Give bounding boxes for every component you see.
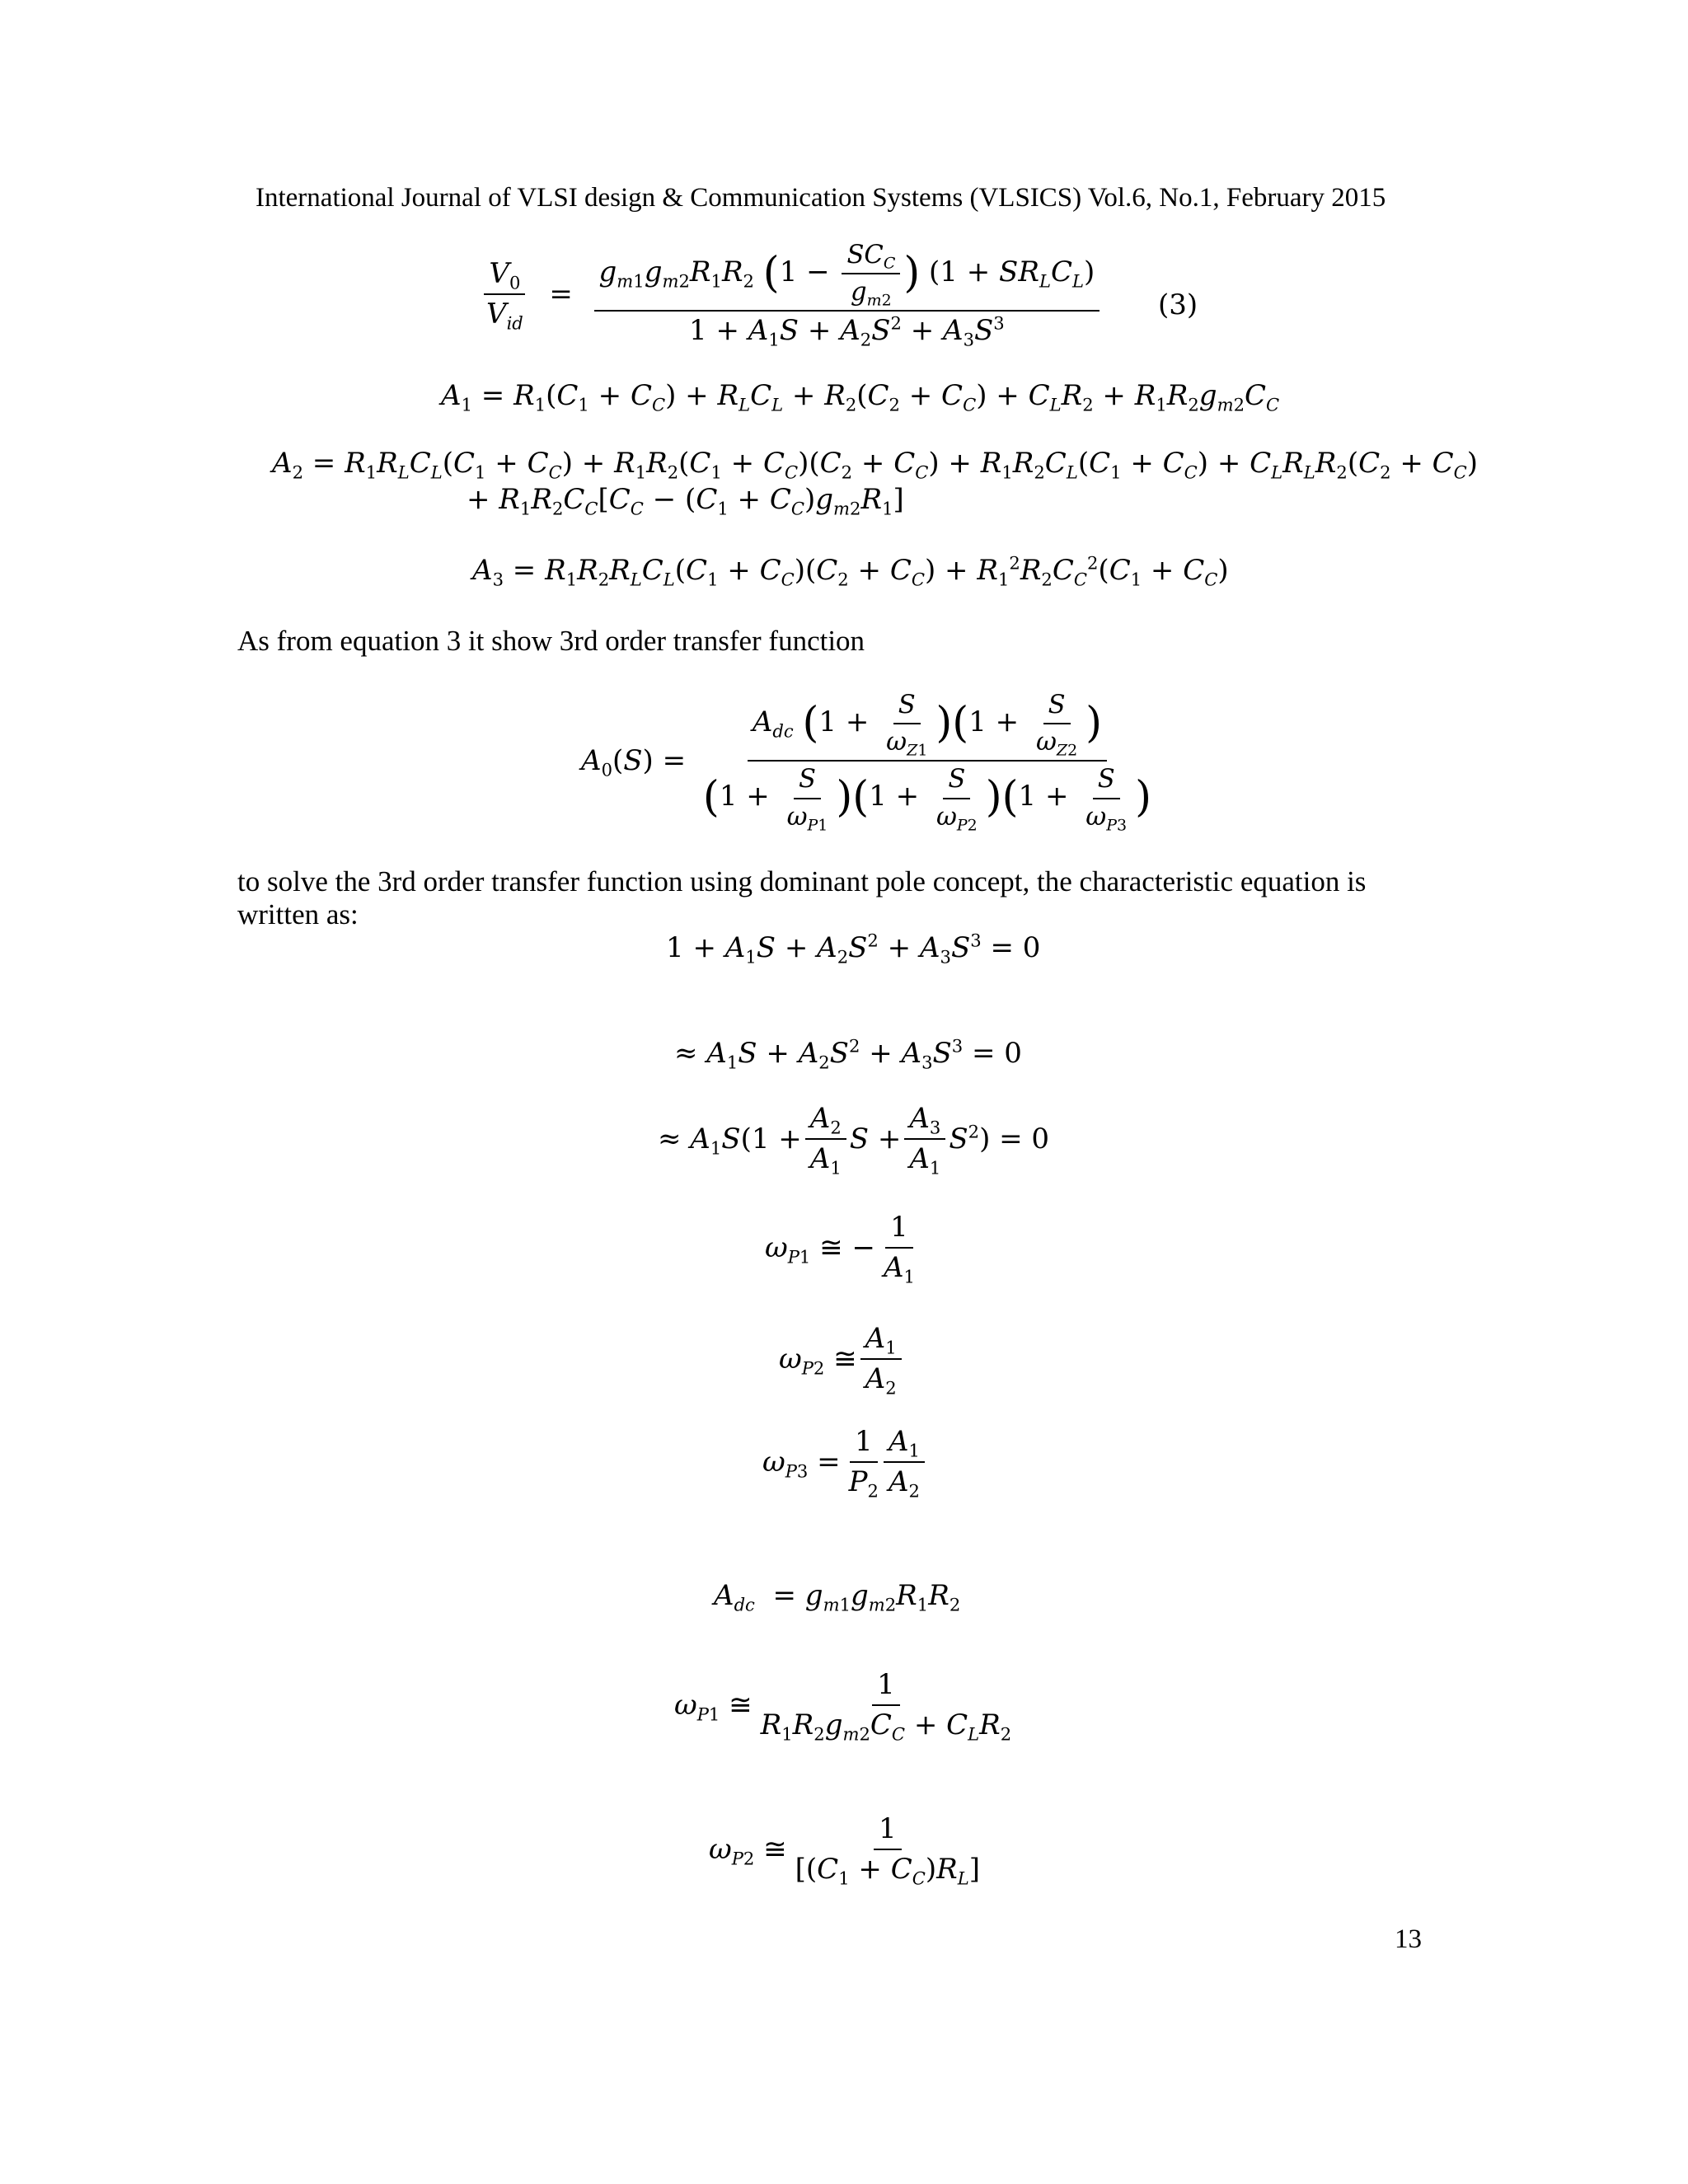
equation-omega-p2: $\omega_{P2}$ ≅ $\frac{A_1}{A_2}$ (779, 1323, 905, 1395)
equation-transfer-function: $\frac{V_0}{V_{id}}$ = $g_{m1}g_{m2}R_1R_2$ (1 − $\frac{SC_C}{g_{m2}}$ ) $(1 + SR_LC_L)$ $1 + A_1S + A_2S^2 + A_3S^3$ (478, 241, 1103, 347)
equation-a1: $A_1 = R_1(C_1 + C_C) + R_LC_L + R_2(C_2 + C_C) + C_LR_2 + R_1R_2g_{m2}C_C$ (441, 379, 1280, 415)
equation-characteristic: $1 + A_1S + A_2S^2 + A_3S^3 = 0$ (666, 930, 1041, 968)
equation-a0-of-s: $A_0(S)$ = $A_{dc}$ (1 + $\frac{S}{\omega_{Z1}}$ )(1 + $\frac{S}{\omega_{Z2}}$ ) (1 + $\frac{S}{\omega_{P1}}$ )(1 + $\frac{S}{\omega_{P2}}$ )(1 + $\frac{S}{\omega_{P3}}$ ) (581, 691, 1151, 835)
equation-number: (3) (1158, 288, 1198, 321)
paragraph-2-line-2: written as: (237, 898, 359, 930)
equation-approx-2: ≈ $A_1S(1$ + $\frac{A_2}{A_1}$ S + $\frac{A_3}{A_1}$ $S^2) = 0$ (658, 1102, 1050, 1179)
equation-omega-p3: $\omega_{P3}$ = $\frac{1}{P_2}$ $\frac{A_1}{A_2}$ (762, 1426, 928, 1498)
running-header: International Journal of VLSI design & Communication Systems (VLSICS) Vol.6, No.1, February 2015 (256, 183, 1386, 213)
equation-adc: $A_{dc} = g_{m1}g_{m2}R_1R_2$ (714, 1579, 961, 1615)
equation-omega-p1: $\omega_{P1}$ ≅ − $\frac{1}{A_1}$ (765, 1211, 915, 1287)
equation-a2-line-1: $A_2 = R_1R_LC_L(C_1 + C_C) + R_1R_2(C_1 + C_C)(C_2 + C_C) + R_1R_2C_L(C_1 + C_C) + C_LR_LR_2(C_2 + C_C)$ (272, 447, 1479, 483)
equation-omega-p2-result: $\omega_{P2}$ ≅ $\frac{1}{[(C_1 + C_C)R_L]}$ (709, 1812, 981, 1889)
paragraph-1: As from equation 3 it show 3rd order transfer function (237, 625, 865, 657)
equation-approx-1: ≈ $A_1S + A_2S^2 + A_3S^3 = 0$ (674, 1035, 1022, 1073)
paragraph-2-line-1: to solve the 3rd order transfer function using dominant pole concept, the characteristic equation is (237, 865, 1367, 898)
equation-a3: $A_3 = R_1R_2R_LC_L(C_1 + C_C)(C_2 + C_C) + R_1^2R_2C_C^2(C_1 + C_C)$ (472, 552, 1229, 590)
equation-omega-p1-result: $\omega_{P1}$ ≅ $\frac{1}{R_1R_2g_{m2}C_C + C_LR_2}$ (674, 1668, 1012, 1745)
equation-a2-line-2: + $R_1R_2C_C[C_C - (C_1 + C_C)g_{m2}R_1]$ (467, 483, 904, 519)
page-number: 13 (1395, 1924, 1422, 1954)
